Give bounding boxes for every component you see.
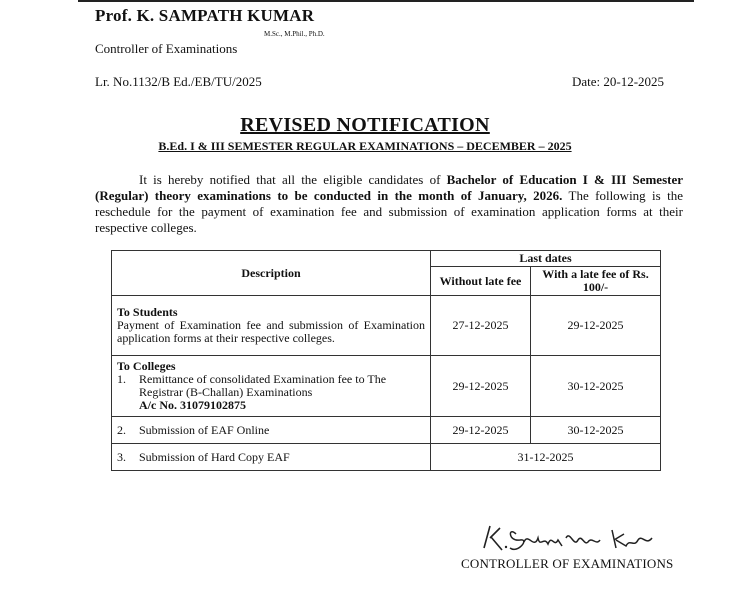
notification-subtitle: B.Ed. I & III SEMESTER REGULAR EXAMINATIONS – DECEMBER – 2025 [158, 139, 572, 153]
body-text-bold: Bachelor of Education I & III Semester (Regular) theory examinations to be conducted in the month of January, 2026. [95, 172, 683, 203]
letterhead-designation: Controller of Examinations [95, 41, 238, 56]
item2-text: Submission of EAF Online [139, 422, 270, 437]
table-row [112, 356, 661, 417]
header-without-late-fee: Without late fee [431, 267, 531, 296]
item2-date-without: 29-12-2025 [431, 417, 531, 444]
item1-date-with: 30-12-2025 [531, 356, 661, 417]
notification-body [95, 172, 683, 236]
table-row [112, 296, 661, 356]
students-date-without: 27-12-2025 [431, 296, 531, 356]
item2-number: 2. [117, 422, 126, 437]
reference-date: Date: 20-12-2025 [572, 74, 665, 89]
students-text: Payment of Examination fee and submission of Examination application forms at their respective colleges. [117, 318, 425, 345]
body-text-2: The following is the reschedule for the payment of examination fee and submission of examination application forms at their respective colleges. [95, 188, 683, 235]
header-last-dates: Last dates [431, 251, 661, 267]
signature-role: CONTROLLER OF EXAMINATIONS [461, 556, 674, 571]
reference-number: Lr. No.1132/B Ed./EB/TU/2025 [95, 74, 262, 89]
item1-account: A/c No. 31079102875 [139, 398, 246, 412]
table-header-row [112, 251, 661, 267]
header-description: Description [112, 251, 431, 296]
item3-text: Submission of Hard Copy EAF [139, 449, 290, 464]
table-row [112, 444, 661, 471]
item1-date-without: 29-12-2025 [431, 356, 531, 417]
header-with-late-fee: With a late fee of Rs. 100/- [531, 267, 661, 296]
item1-text: Remittance of consolidated Examination fee to The Registrar (B-Challan) Examinations [139, 372, 387, 399]
body-text-1: It is hereby notified that all the eligible candidates of [139, 172, 447, 187]
signature-image [478, 520, 658, 561]
colleges-heading: To Colleges [117, 359, 176, 373]
students-date-with: 29-12-2025 [531, 296, 661, 356]
notification-title: REVISED NOTIFICATION [240, 114, 490, 136]
students-heading: To Students [117, 305, 178, 319]
item3-date: 31-12-2025 [431, 444, 661, 471]
item2-date-with: 30-12-2025 [531, 417, 661, 444]
table-row [112, 417, 661, 444]
item1-number: 1. [117, 372, 126, 386]
letterhead-qualifications: M.Sc., M.Phil., Ph.D. [264, 30, 325, 38]
letterhead-name: Prof. K. SAMPATH KUMAR [95, 6, 315, 25]
header-rule [78, 0, 694, 2]
schedule-table [111, 250, 661, 471]
item3-number: 3. [117, 449, 126, 464]
